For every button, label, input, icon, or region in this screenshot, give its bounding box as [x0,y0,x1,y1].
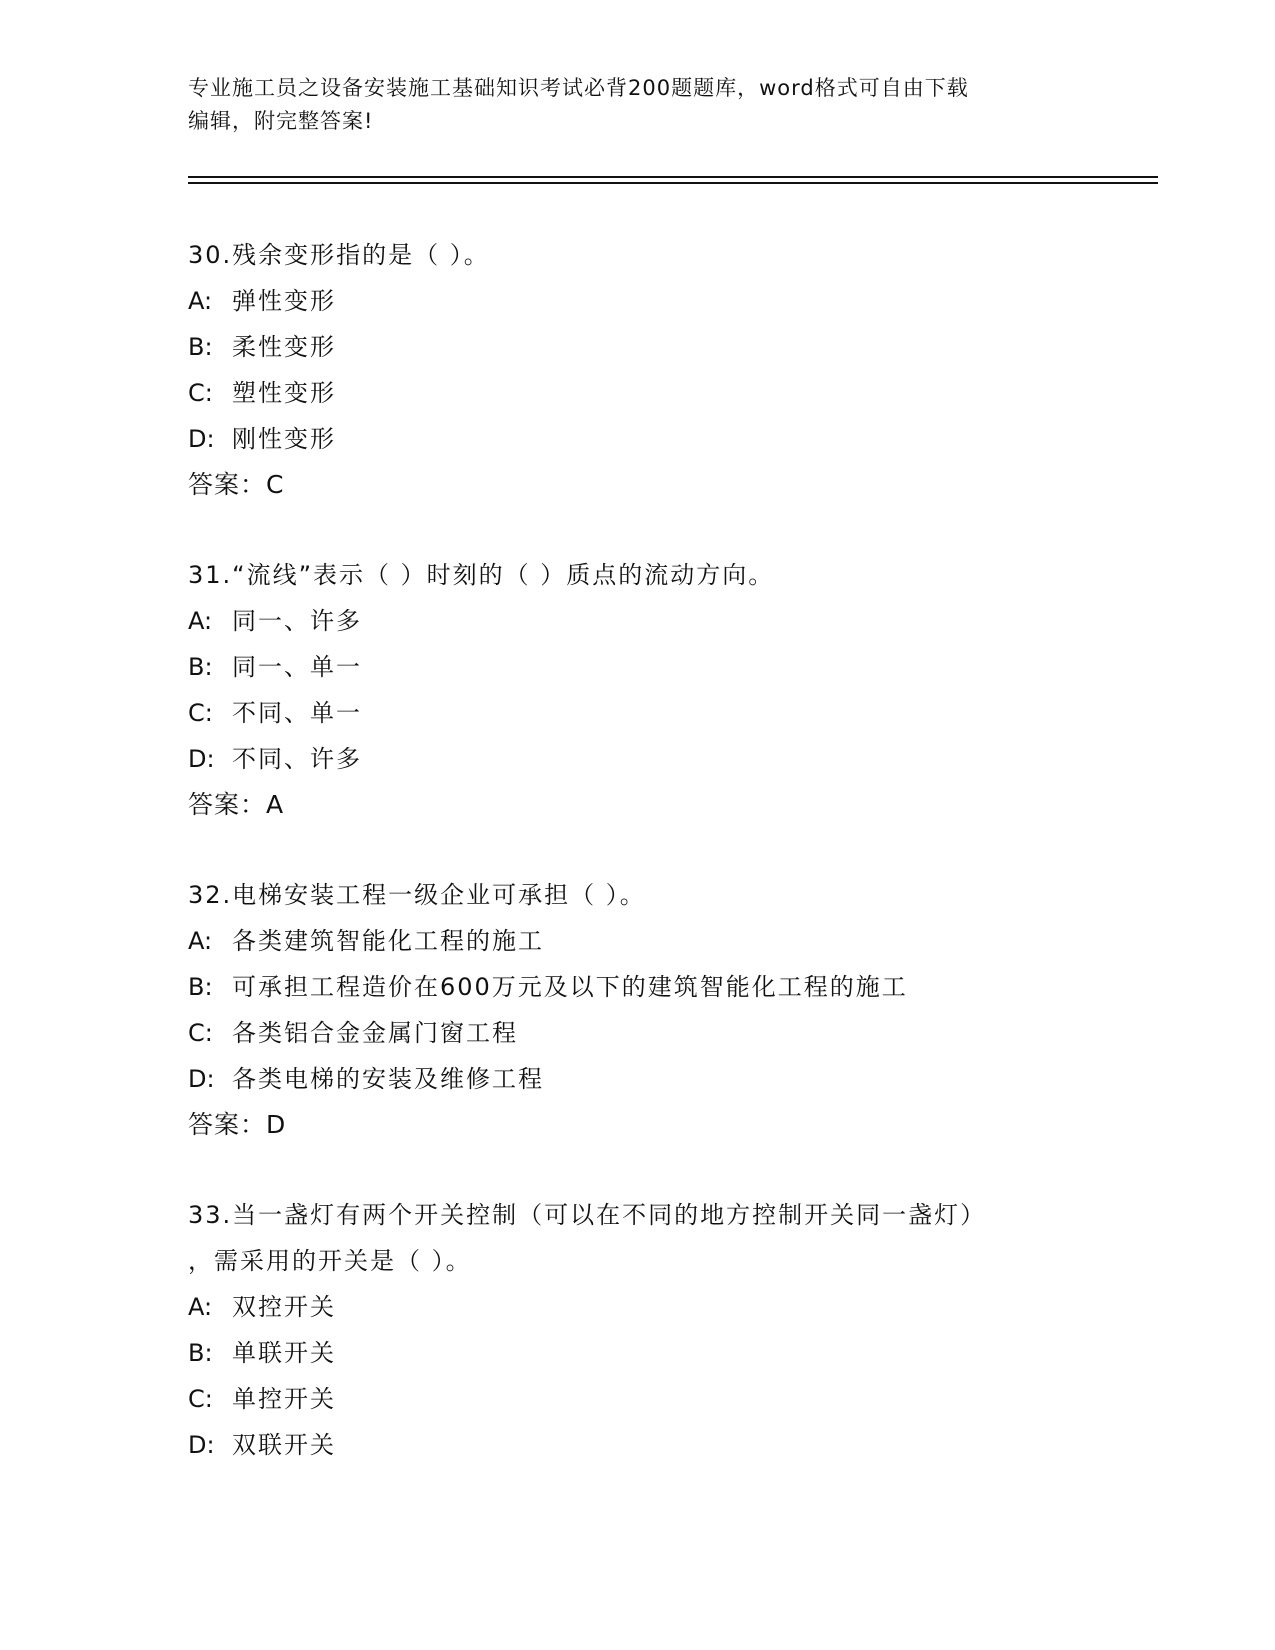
option-a [188,918,1108,964]
question-stem-line-1: 33.当一盏灯有两个开关控制（可以在不同的地方控制开关同一盏灯） [188,1201,987,1229]
option-text: 弹性变形 [232,287,336,315]
header-divider-top [188,176,1158,178]
option-text: 可承担工程造价在600万元及以下的建筑智能化工程的施工 [232,973,908,1001]
question-31 [188,552,1108,828]
option-c [188,370,1108,416]
document-header [188,72,1088,138]
option-b [188,644,1108,690]
option-d [188,1056,1108,1102]
answer-label: 答案：A [188,790,285,819]
option-letter: A: [188,1293,213,1321]
question-33 [188,1192,1108,1468]
header-line-1: 专业施工员之设备安装施工基础知识考试必背200题题库，word格式可自由下载 [188,76,969,100]
option-text: 单联开关 [232,1339,336,1367]
answer-label: 答案：D [188,1110,287,1139]
option-text: 各类建筑智能化工程的施工 [232,927,544,955]
option-text: 不同、单一 [232,699,362,727]
option-letter: B: [188,973,213,1001]
question-stem: 30.残余变形指的是（ ）。 [188,241,490,269]
option-text: 双控开关 [232,1293,336,1321]
option-c [188,1376,1108,1422]
option-a [188,278,1108,324]
option-letter: C: [188,379,213,407]
option-d [188,1422,1108,1468]
option-letter: A: [188,607,213,635]
option-text: 塑性变形 [232,379,336,407]
option-letter: B: [188,333,213,361]
question-stem: 32.电梯安装工程一级企业可承担（ ）。 [188,881,646,909]
option-text: 柔性变形 [232,333,336,361]
header-line-2: 编辑，附完整答案! [188,109,374,133]
option-text: 单控开关 [232,1385,336,1413]
option-letter: C: [188,1019,213,1047]
option-c [188,690,1108,736]
option-text: 各类铝合金金属门窗工程 [232,1019,518,1047]
option-text: 刚性变形 [232,425,336,453]
question-32 [188,872,1108,1148]
option-d [188,416,1108,462]
option-letter: D: [188,1065,215,1093]
option-b [188,964,1108,1010]
option-letter: C: [188,1385,213,1413]
question-stem-line-2: ，需采用的开关是（ ）。 [188,1247,472,1275]
option-text: 不同、许多 [232,745,362,773]
option-text: 双联开关 [232,1431,336,1459]
option-a [188,598,1108,644]
option-b [188,1330,1108,1376]
option-letter: D: [188,745,215,773]
option-a [188,1284,1108,1330]
option-letter: D: [188,425,215,453]
header-divider-bottom [188,182,1158,184]
option-letter: A: [188,927,213,955]
answer-label: 答案：C [188,470,285,499]
option-letter: B: [188,653,213,681]
option-letter: D: [188,1431,215,1459]
option-letter: A: [188,287,213,315]
question-stem: 31.“流线”表示（ ）时刻的（ ）质点的流动方向。 [188,561,775,589]
option-b [188,324,1108,370]
question-30 [188,232,1108,508]
option-letter: B: [188,1339,213,1367]
option-letter: C: [188,699,213,727]
option-text: 同一、许多 [232,607,362,635]
option-text: 同一、单一 [232,653,362,681]
option-c [188,1010,1108,1056]
option-text: 各类电梯的安装及维修工程 [232,1065,544,1093]
option-d [188,736,1108,782]
